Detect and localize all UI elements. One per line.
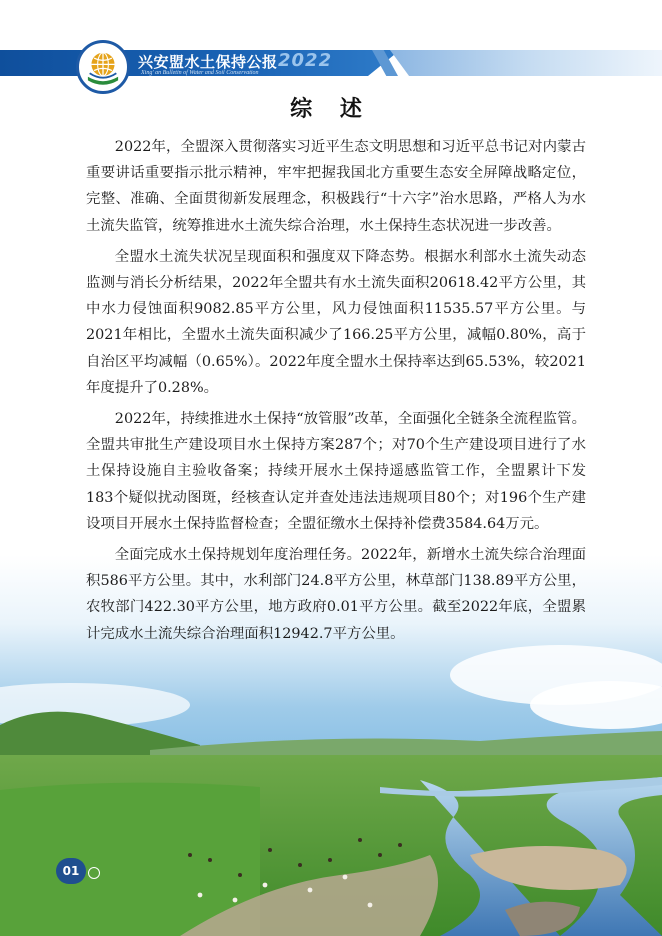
page-number: 01: [56, 858, 86, 884]
bulletin-year: 2022: [278, 50, 333, 71]
page-number-ring: [88, 867, 100, 879]
page-header: [0, 0, 662, 92]
globe-emblem-icon: [76, 40, 130, 94]
paragraph: 全盟水土流失状况呈现面积和强度双下降态势。根据水利部水土流失动态监测与消长分析结果，2022年全盟共有水土流失面积20618.42平方公里，其中水力侵蚀面积9082.85平方公里，风力侵蚀面积11535.57平方公里。与2021年相比，全盟水土流失面积减少了166.25平方公里，减幅0.80%，高于自治区平均减幅（0.65%）。2022年度全盟水土保持率达到65.53%，较2021年度提升了0.28%。: [86, 248, 586, 396]
header-stripe-light: [390, 50, 662, 76]
page-title: 综 述: [290, 97, 372, 122]
overview-body: [86, 134, 586, 652]
bulletin-title: 兴安盟水土保持公报: [138, 53, 278, 71]
paragraph: 2022年，全盟深入贯彻落实习近平生态文明思想和习近平总书记对内蒙古重要讲话重要指示批示精神，牢牢把握我国北方重要生态安全屏障战略定位，完整、准确、全面贯彻新发展理念，积极践行“十六字”治水思路，严格人为水土流失监管，统筹推进水土流失综合治理，水土保持生态状况进一步改善。: [86, 139, 586, 234]
bulletin-subtitle: Xing' an Bulletin of Water and Soil Conservation: [141, 70, 259, 76]
paragraph: 2022年，持续推进水土保持“放管服”改革，全面强化全链条全流程监管。全盟共审批生产建设项目水土保持方案287个；对70个生产建设项目进行了水土保持设施自主验收备案；持续开展水土保持遥感监管工作，全盟累计下发183个疑似扰动图斑，经核查认定并查处违法违规项目80个；对196个生产建设项目开展水土保持监督检查；全盟征缴水土保持补偿费3584.64万元。: [86, 411, 586, 532]
paragraph: 全面完成水土保持规划年度治理任务。2022年，新增水土流失综合治理面积586平方公里。其中，水利部门24.8平方公里，林草部门138.89平方公里，农牧部门422.30平方公里，地方政府0.01平方公里。截至2022年底，全盟累计完成水土流失综合治理面积12942.7平方公里。: [86, 547, 586, 642]
